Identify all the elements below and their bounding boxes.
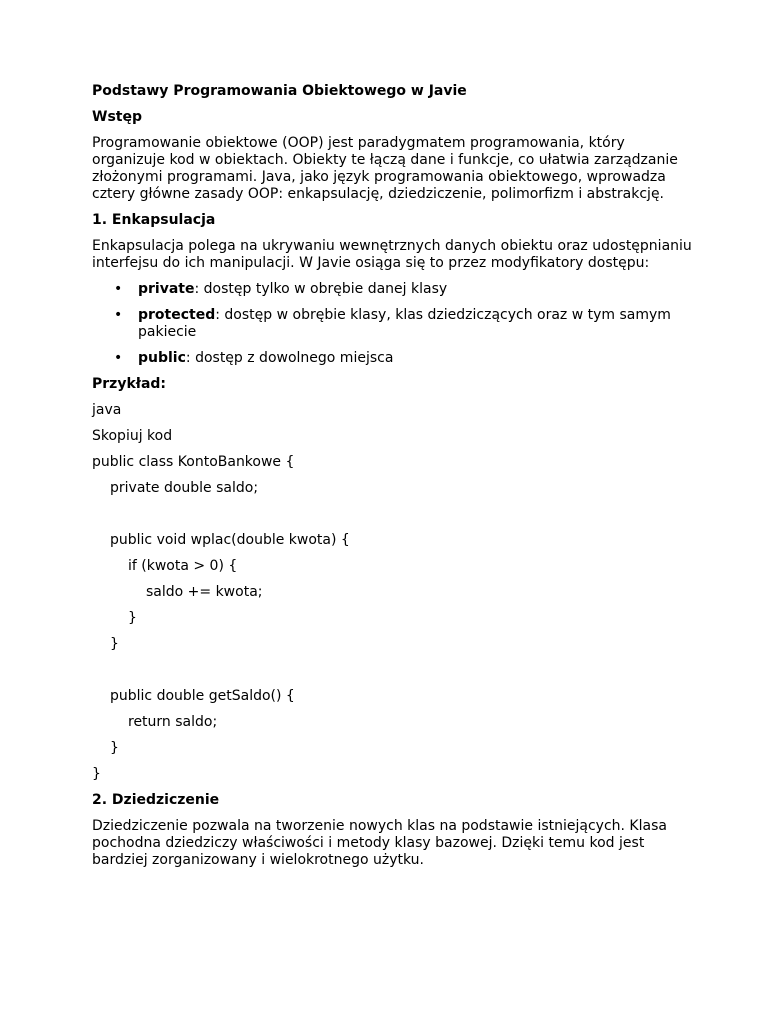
bullet-icon: • <box>114 350 123 366</box>
code-line: public double getSaldo() { <box>110 688 295 704</box>
code-line: if (kwota > 0) { <box>128 558 238 574</box>
list-item <box>114 350 692 367</box>
modifier-description: : dostęp z dowolnego miejsca <box>185 350 394 366</box>
modifier-description: : dostęp tylko w obrębie danej klasy <box>194 281 448 297</box>
document-title: Podstawy Programowania Obiektowego w Javie <box>92 83 467 99</box>
modifier-term: private <box>138 281 195 297</box>
code-line: saldo += kwota; <box>146 584 263 600</box>
code-line: } <box>128 610 137 626</box>
code-line: } <box>110 740 119 756</box>
code-language-label: java <box>92 402 122 418</box>
code-blank-line <box>92 506 692 523</box>
copy-code-button[interactable]: Skopiuj kod <box>92 428 173 444</box>
encapsulation-paragraph: Enkapsulacja polega na ukrywaniu wewnętrznych danych obiektu oraz udostępnianiu interfejsu do ich manipulacji. W Javie osiąga się to przez modyfikatory dostępu: <box>92 238 692 271</box>
code-line: return saldo; <box>128 714 218 730</box>
intro-paragraph: Programowanie obiektowe (OOP) jest paradygmatem programowania, który organizuje kod w obiektach. Obiekty te łączą dane i funkcje, co ułatwia zarządzanie złożonymi programami. Java, jako język programowania obiektowego, wprowadza cztery główne zasady OOP: enkapsulację, dziedziczenie, polimorfizm i abstrakcję. <box>92 135 678 202</box>
code-line: private double saldo; <box>110 480 259 496</box>
code-line: public void wplac(double kwota) { <box>110 532 350 548</box>
list-item <box>114 281 692 298</box>
code-line: } <box>110 636 119 652</box>
encapsulation-heading: 1. Enkapsulacja <box>92 212 216 228</box>
code-line: public class KontoBankowe { <box>92 454 295 470</box>
inheritance-paragraph: Dziedziczenie pozwala na tworzenie nowych klas na podstawie istniejących. Klasa pochodna dziedziczy właściwości i metody klasy bazowej. Dzięki temu kod jest bardziej zorganizowany i wielokrotnego użytku. <box>92 818 667 868</box>
modifier-term: protected <box>138 307 216 323</box>
example-label: Przykład: <box>92 376 167 392</box>
bullet-icon: • <box>114 281 123 297</box>
list-item <box>114 307 692 341</box>
modifier-description: : dostęp w obrębie klasy, klas dziedziczących oraz w tym samym pakiecie <box>138 307 671 340</box>
intro-heading: Wstęp <box>92 109 142 125</box>
document-page <box>92 83 692 878</box>
bullet-icon: • <box>114 307 123 323</box>
code-block <box>92 454 692 783</box>
inheritance-heading: 2. Dziedziczenie <box>92 792 220 808</box>
code-blank-line <box>92 662 692 679</box>
access-modifier-list <box>92 281 692 367</box>
code-line: } <box>92 766 101 782</box>
modifier-term: public <box>138 350 186 366</box>
